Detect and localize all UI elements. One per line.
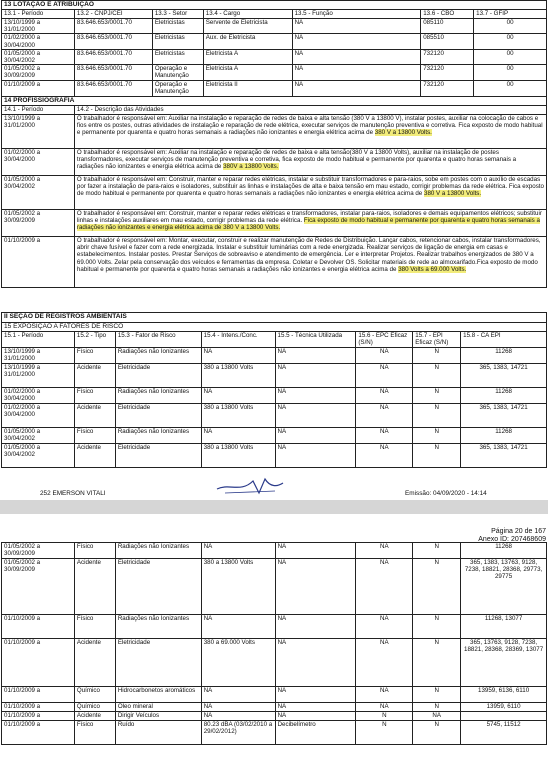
table-cell: 01/02/2000 a 30/04/2000 bbox=[2, 34, 75, 49]
description-text: O trabalhador é responsável em: Auxiliar na instalação e reparação de redes de baixa e alta tensão(380 V a 13800 Volts), auxiliar na instalação de postes transformadores, executar serviços de manutenção preventiva e corretiva, fica exposto de modo habitual e permanente por quarenta e quatro horas semanais a radiações não ionizantes e energia elétrica acima de bbox=[76, 149, 517, 171]
table-cell: Aux. de Eletricista bbox=[203, 34, 292, 49]
table-cell: 00 bbox=[474, 34, 547, 49]
footer-left: 252 EMERSON VITALI bbox=[40, 490, 106, 497]
table-cell: N bbox=[413, 615, 461, 639]
table-cell: Radiações não Ionizantes bbox=[115, 428, 201, 444]
period-cell: 01/05/2002 a 30/09/2009 bbox=[2, 210, 75, 237]
description-cell bbox=[74, 115, 546, 149]
period-cell: 01/02/2000 a 30/04/2000 bbox=[2, 149, 75, 176]
column-header: 15.5 - Técnica Utilizada bbox=[275, 332, 356, 348]
column-header: 15.1 - Período bbox=[2, 332, 75, 348]
table-cell: 380 a 69.000 Volts bbox=[201, 639, 275, 687]
table-cell: Físico bbox=[74, 721, 115, 745]
table-cell: N bbox=[413, 348, 461, 364]
exposicao-table bbox=[1, 312, 547, 468]
table-cell: Acidente bbox=[74, 364, 115, 388]
table-cell: Acidente bbox=[74, 444, 115, 468]
table-row bbox=[2, 543, 547, 559]
table-row bbox=[2, 428, 547, 444]
table-cell: Ruído bbox=[115, 721, 201, 745]
highlighted-text: 380V a 13800 Volts. bbox=[223, 163, 279, 171]
table-cell: 13959, 6110 bbox=[461, 703, 547, 712]
table-cell: Acidente bbox=[74, 559, 115, 615]
table-cell: 11268, 13077 bbox=[461, 615, 547, 639]
table-cell: N bbox=[413, 444, 461, 468]
table-cell: 01/10/2009 a bbox=[2, 81, 75, 97]
table-cell: 13/10/1999 a 31/01/2000 bbox=[2, 364, 75, 388]
table-row bbox=[2, 712, 547, 721]
table-cell: 13/10/1999 a 31/01/2000 bbox=[2, 348, 75, 364]
exposicao-table-continued bbox=[1, 542, 547, 745]
table-cell: NA bbox=[292, 49, 421, 64]
table-cell: Eletricista A bbox=[203, 49, 292, 64]
section-title: 14 PROFISSIOGRAFIA bbox=[2, 97, 547, 106]
table-cell: N bbox=[413, 364, 461, 388]
table-cell: 5745, 11512 bbox=[461, 721, 547, 745]
column-header: 14.1 - Período bbox=[2, 106, 75, 115]
table-row bbox=[2, 176, 547, 210]
table-cell: N bbox=[413, 703, 461, 712]
table-cell: NA bbox=[356, 615, 413, 639]
table-cell: Eletricista A bbox=[203, 65, 292, 81]
column-header: 15.7 - EPI Eficaz (S/N) bbox=[413, 332, 461, 348]
table-cell: N bbox=[413, 543, 461, 559]
table-cell: Operação e Manutenção bbox=[152, 81, 203, 97]
signature-mark bbox=[215, 475, 285, 497]
table-cell: NA bbox=[201, 388, 275, 404]
pdf-page-2 bbox=[0, 514, 548, 783]
table-cell: 01/05/2002 a 30/09/2009 bbox=[2, 559, 75, 615]
table-cell: 380 a 13800 Volts bbox=[201, 364, 275, 388]
table-cell: NA bbox=[356, 428, 413, 444]
table-cell: 01/02/2000 a 30/04/2000 bbox=[2, 404, 75, 428]
table-cell: 01/05/2002 a 30/09/2009 bbox=[2, 543, 75, 559]
table-cell: NA bbox=[413, 712, 461, 721]
table-cell: Eletricistas bbox=[152, 49, 203, 64]
column-header: 15.4 - Intens./Conc. bbox=[201, 332, 275, 348]
table-cell: NA bbox=[275, 444, 356, 468]
table-header-row bbox=[2, 106, 547, 115]
table-row bbox=[2, 81, 547, 97]
table-cell: 83.646.653/0001.70 bbox=[74, 81, 152, 97]
table-cell: 01/05/2000 a 30/04/2002 bbox=[2, 49, 75, 64]
description-text: O trabalhador é responsável em: Construir, manter e reparar redes elétricas e transformadores, instalar para-raios, isoladores e demais equipamentos elétricos; substituir linhas e instalações auxiliares em mau estado, corrigir problemas da rede elétrica. bbox=[76, 210, 542, 225]
table-cell: 380 a 13800 Volts bbox=[201, 444, 275, 468]
column-header: 13.1 - Período bbox=[2, 10, 75, 19]
highlighted-text: 380 V a 13800 Volts. bbox=[374, 129, 432, 137]
table-cell: Físico bbox=[74, 615, 115, 639]
table-cell: Eletricidade bbox=[115, 444, 201, 468]
table-cell: NA bbox=[275, 703, 356, 712]
table-cell: 11268 bbox=[461, 388, 547, 404]
table-cell: N bbox=[413, 404, 461, 428]
table-row bbox=[2, 19, 547, 34]
table-cell: NA bbox=[275, 364, 356, 388]
table-cell: Físico bbox=[74, 348, 115, 364]
table-cell: Radiações não Ionizantes bbox=[115, 615, 201, 639]
table-cell: 01/10/2009 a bbox=[2, 639, 75, 687]
table-row bbox=[2, 388, 547, 404]
table-cell: N bbox=[413, 428, 461, 444]
table-row bbox=[2, 639, 547, 687]
table-row bbox=[2, 210, 547, 237]
table-cell: 01/02/2000 a 30/04/2000 bbox=[2, 388, 75, 404]
table-row bbox=[2, 687, 547, 703]
table-cell: NA bbox=[292, 81, 421, 97]
table-cell: Eletricidade bbox=[115, 404, 201, 428]
description-cell bbox=[74, 210, 546, 237]
page-separator bbox=[0, 500, 548, 514]
table-cell: NA bbox=[275, 348, 356, 364]
table-cell: NA bbox=[356, 639, 413, 687]
table-cell: Radiações não Ionizantes bbox=[115, 543, 201, 559]
footer-right: Emissão: 04/09/2020 - 14:14 bbox=[405, 490, 487, 497]
table-cell: NA bbox=[356, 687, 413, 703]
table-cell: 085510 bbox=[421, 34, 474, 49]
column-header: 13.3 - Setor bbox=[152, 10, 203, 19]
table-cell: NA bbox=[275, 687, 356, 703]
table-cell: Óleo mineral bbox=[115, 703, 201, 712]
table-cell: N bbox=[356, 712, 413, 721]
table-cell: 732120 bbox=[421, 81, 474, 97]
description-cell bbox=[74, 237, 546, 288]
table-cell: N bbox=[413, 639, 461, 687]
table-cell: NA bbox=[201, 428, 275, 444]
table-cell: 13/10/1999 a 31/01/2000 bbox=[2, 19, 75, 34]
highlighted-text: 380 Volts a 69.000 Volts. bbox=[398, 265, 467, 273]
table-cell: Radiações não Ionizantes bbox=[115, 348, 201, 364]
table-cell: Químico bbox=[74, 687, 115, 703]
table-cell: 380 a 13800 Volts bbox=[201, 559, 275, 615]
table-cell: 11268 bbox=[461, 428, 547, 444]
table-cell: 11268 bbox=[461, 348, 547, 364]
table-cell: 00 bbox=[474, 49, 547, 64]
table-cell: NA bbox=[356, 364, 413, 388]
table-row bbox=[2, 364, 547, 388]
table-cell: 085110 bbox=[421, 19, 474, 34]
table-cell: 365, 1383, 14721 bbox=[461, 364, 547, 388]
table-cell: 80.23 dBA (03/02/2010 a 29/02/2012) bbox=[201, 721, 275, 745]
table-cell: 01/05/2002 a 30/09/2009 bbox=[2, 65, 75, 81]
table-cell: 83.646.653/0001.70 bbox=[74, 34, 152, 49]
table-cell: NA bbox=[201, 712, 275, 721]
table-row bbox=[2, 115, 547, 149]
table-cell: 00 bbox=[474, 81, 547, 97]
table-row bbox=[2, 65, 547, 81]
table-cell: Dirigir Veículos bbox=[115, 712, 201, 721]
description-text: O trabalhador é responsável em: Montar, executar, construir e realizar manutenção de Redes de Distribuição. Lançar cabos, retencionar cabos, instalar transformadores, abrir chave fusível e fazer com a rede energizada. Instalar e substituir luminárias com a rede energizada. Realizar serviços de ligação de energia em casas e estabelecimentos. Instalar postes. Prestar Serviços de sobreaviso e atendimento de emergência. Ler e interpretar Projetos. Realizar trabalhos energizados de 380 V a 69.000 Volts. Zelar pela conservação dos veículos e ferramentas da empresa. Coletar e Devolver OS. Solicitar materiais de rede ao almoxarifado.Fica exposto de modo habitual e permanente por quarenta e quatro horas semanais a radiações não ionizantes e energia elétrica acima de bbox=[76, 237, 541, 273]
table-row bbox=[2, 34, 547, 49]
profissiografia-table bbox=[1, 96, 547, 288]
column-header: 13.5 - Função bbox=[292, 10, 421, 19]
table-cell: NA bbox=[356, 559, 413, 615]
section-title: 13 LOTAÇÃO E ATRIBUIÇÃO bbox=[2, 1, 547, 10]
table-cell: NA bbox=[356, 703, 413, 712]
table-cell: NA bbox=[292, 19, 421, 34]
description-text: O trabalhador é responsável em: Auxiliar na instalação e reparação de redes de baixa e alta tensão (380 V a 13800 V), instalar postes, auxiliar na colocação de cabos e fios entre os postes, outras atividades de instalação e reparação de rede elétrica, executar serviços de manutenção preventiva e corretiva. Fica exposto de modo habitual e permanente por quarenta e quatro horas semanais a radiações não ionizantes e energia elétrica acima de bbox=[76, 115, 543, 137]
table-cell: 13959, 6136, 6110 bbox=[461, 687, 547, 703]
table-cell: NA bbox=[356, 543, 413, 559]
table-cell bbox=[461, 712, 547, 721]
table-row bbox=[2, 444, 547, 468]
column-header: 13.2 - CNPJ/CEI bbox=[74, 10, 152, 19]
table-cell: 365, 1383, 14721 bbox=[461, 444, 547, 468]
table-cell: Acidente bbox=[74, 712, 115, 721]
table-cell: N bbox=[356, 721, 413, 745]
table-cell: 11268 bbox=[461, 543, 547, 559]
table-row bbox=[2, 615, 547, 639]
table-cell: NA bbox=[201, 615, 275, 639]
period-cell: 01/10/2009 a bbox=[2, 237, 75, 288]
period-cell: 13/10/1999 a 31/01/2000 bbox=[2, 115, 75, 149]
table-cell: Físico bbox=[74, 388, 115, 404]
table-cell: 01/05/2000 a 30/04/2002 bbox=[2, 444, 75, 468]
table-cell: 732120 bbox=[421, 65, 474, 81]
highlighted-text: 380 V a 13800 Volts. bbox=[424, 190, 482, 198]
section-title: 15 EXPOSIÇÃO A FATORES DE RISCO bbox=[2, 323, 547, 332]
table-cell: Eletricidade bbox=[115, 639, 201, 687]
column-header: 13.4 - Cargo bbox=[203, 10, 292, 19]
table-row bbox=[2, 404, 547, 428]
table-cell: Radiações não Ionizantes bbox=[115, 388, 201, 404]
table-cell: NA bbox=[201, 543, 275, 559]
table-cell: 380 a 13800 Volts bbox=[201, 404, 275, 428]
table-cell: 01/10/2009 a bbox=[2, 703, 75, 712]
table-cell: N bbox=[413, 559, 461, 615]
column-header: 15.2 - Tipo bbox=[74, 332, 115, 348]
table-cell: Eletricidade bbox=[115, 559, 201, 615]
table-cell: 365, 13763, 9128, 7238, 18821, 28368, 28369, 13077 bbox=[461, 639, 547, 687]
table-cell: N bbox=[413, 687, 461, 703]
table-cell: Eletricidade bbox=[115, 364, 201, 388]
table-cell: NA bbox=[201, 348, 275, 364]
table-cell: NA bbox=[275, 543, 356, 559]
column-header: 14.2 - Descrição das Atividades bbox=[74, 106, 546, 115]
table-cell: Acidente bbox=[74, 639, 115, 687]
table-cell: 00 bbox=[474, 19, 547, 34]
table-cell: NA bbox=[275, 388, 356, 404]
table-cell: 83.646.653/0001.70 bbox=[74, 65, 152, 81]
table-cell: NA bbox=[275, 712, 356, 721]
table-cell: NA bbox=[292, 65, 421, 81]
table-cell: Físico bbox=[74, 428, 115, 444]
column-header: 15.8 - CA EPI bbox=[461, 332, 547, 348]
table-cell: N bbox=[413, 721, 461, 745]
table-cell: NA bbox=[201, 687, 275, 703]
table-cell: 83.646.653/0001.70 bbox=[74, 19, 152, 34]
section-heading: II SEÇÃO DE REGISTROS AMBIENTAIS bbox=[2, 313, 547, 323]
table-cell: 01/10/2009 a bbox=[2, 687, 75, 703]
period-cell: 01/05/2000 a 30/04/2002 bbox=[2, 176, 75, 210]
table-row bbox=[2, 721, 547, 745]
column-header: 15.6 - EPC Eficaz (S/N) bbox=[356, 332, 413, 348]
table-cell: Eletricista II bbox=[203, 81, 292, 97]
table-row bbox=[2, 237, 547, 288]
annex-id: Anexo ID: 207468609 bbox=[478, 536, 546, 543]
table-row bbox=[2, 348, 547, 364]
table-cell: Químico bbox=[74, 703, 115, 712]
table-cell: 365, 1383, 13763, 9128, 7238, 18821, 28368, 29773, 29775 bbox=[461, 559, 547, 615]
description-cell bbox=[74, 149, 546, 176]
table-cell: 01/10/2009 a bbox=[2, 712, 75, 721]
table-cell: NA bbox=[356, 348, 413, 364]
page-number: Página 20 de 167 bbox=[491, 528, 546, 535]
table-cell: NA bbox=[275, 559, 356, 615]
lotacao-table bbox=[1, 0, 547, 97]
table-row bbox=[2, 49, 547, 64]
table-row bbox=[2, 703, 547, 712]
table-cell: Acidente bbox=[74, 404, 115, 428]
table-cell: Eletricistas bbox=[152, 19, 203, 34]
table-cell: NA bbox=[275, 404, 356, 428]
table-cell: NA bbox=[275, 639, 356, 687]
table-cell: NA bbox=[201, 703, 275, 712]
table-cell: NA bbox=[275, 428, 356, 444]
table-header-row bbox=[2, 332, 547, 348]
table-cell: 01/10/2009 a bbox=[2, 721, 75, 745]
column-header: 15.3 - Fator de Risco bbox=[115, 332, 201, 348]
table-cell: N bbox=[413, 388, 461, 404]
table-cell: Físico bbox=[74, 543, 115, 559]
table-cell: NA bbox=[356, 444, 413, 468]
table-cell: 83.646.653/0001.70 bbox=[74, 49, 152, 64]
table-cell: NA bbox=[275, 615, 356, 639]
table-cell: Operação e Manutenção bbox=[152, 65, 203, 81]
table-cell: 01/10/2009 a bbox=[2, 615, 75, 639]
table-header-row bbox=[2, 10, 547, 19]
table-row bbox=[2, 559, 547, 615]
table-cell: NA bbox=[356, 388, 413, 404]
description-cell bbox=[74, 176, 546, 210]
column-header: 13.7 - GFIP bbox=[474, 10, 547, 19]
description-text: O trabalhador é responsável em: Construir, manter e reparar redes elétricas, instalar e substituir transformadores e para-raios, sobe em postes com o auxílio de escadas por fazer a instalação de para-raios e isoladores, substituir as linhas e instalações de alta e baixa tensão em mau estado, corrigir problemas da rede elétrica. Fica exposto de modo habitual e permanente por quarenta e quatro horas semanais a radiações não ionizantes e energia elétrica acima de bbox=[76, 176, 544, 198]
table-cell: Decibelímetro bbox=[275, 721, 356, 745]
table-cell: 732120 bbox=[421, 49, 474, 64]
table-row bbox=[2, 149, 547, 176]
table-cell: NA bbox=[356, 404, 413, 428]
column-header: 13.6 - CBO bbox=[421, 10, 474, 19]
highlighted-text: Fica exposto de modo habitual e permanente por quarenta e quatro horas semanais a radiações não ionizantes e energia elétrica acima de 380 V a 13800 Volts. bbox=[76, 217, 540, 232]
table-cell: 365, 1383, 14721 bbox=[461, 404, 547, 428]
table-cell: NA bbox=[292, 34, 421, 49]
table-cell: Servente de Eletricista bbox=[203, 19, 292, 34]
table-cell: 01/05/2000 a 30/04/2002 bbox=[2, 428, 75, 444]
table-cell: 00 bbox=[474, 65, 547, 81]
table-cell: Eletricistas bbox=[152, 34, 203, 49]
table-cell: Hidrocarbonetos aromáticos bbox=[115, 687, 201, 703]
